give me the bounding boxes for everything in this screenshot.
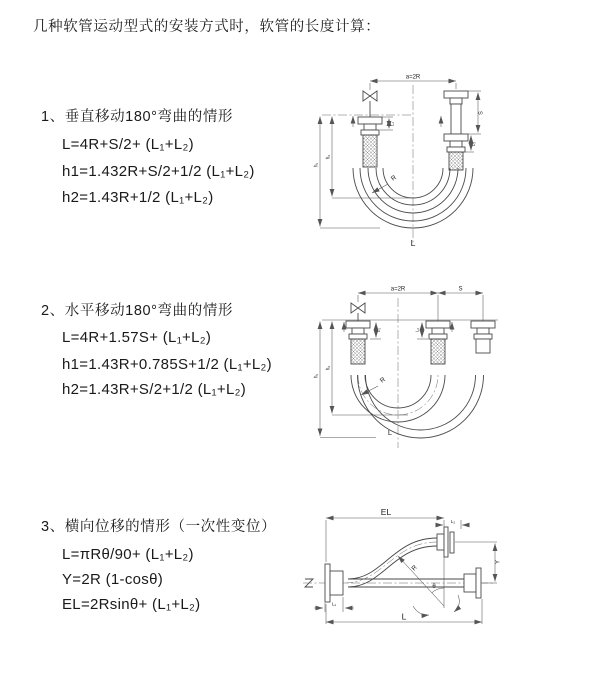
hose-arc-moved	[358, 375, 484, 438]
section-1-formula-h2: h2=1.43R+1/2 (L₁+L₂)	[62, 189, 214, 206]
middle-flange-plate	[426, 321, 450, 328]
section-3-heading: 3、横向位移的情形（一次性变位）	[41, 519, 277, 535]
dim-label-el: EL	[380, 507, 392, 517]
hose-curve-wall	[348, 538, 437, 579]
section-1-formula-h1: h1=1.432R+S/2+1/2 (L₁+L₂)	[62, 163, 255, 180]
left-flange-plate	[325, 564, 330, 602]
dim-label-l2: L₂	[414, 327, 420, 333]
left-hose-braid	[363, 135, 377, 167]
right-flange-neck-top	[450, 98, 462, 104]
radius-line	[398, 556, 444, 606]
right-flange-neck-low	[450, 141, 462, 147]
dim-label-theta: θ	[432, 584, 436, 590]
dim-label-l: L	[387, 428, 393, 437]
section-1-heading: 1、垂直移动180°弯曲的情形	[41, 109, 234, 125]
dim-label-h1: h₁	[313, 373, 320, 379]
dim-label-y: Y	[495, 559, 502, 565]
section-2-heading: 2、水平移动180°弯曲的情形	[41, 303, 234, 319]
middle-collar	[429, 334, 447, 339]
dim-label-s: S	[478, 111, 485, 115]
radius-leader	[361, 386, 378, 395]
swing-arrow-left	[413, 606, 429, 615]
diagram-horizontal-180-bend	[308, 278, 598, 463]
dim-label-l2: L₂	[471, 141, 476, 147]
section-2-formula-L: L=4R+1.57S+ (L₁+L₂)	[62, 329, 212, 346]
middle-hose-braid	[431, 339, 445, 364]
dim-label-l1: L₁	[389, 121, 395, 127]
right-hose-outline	[476, 339, 490, 353]
hose-arc	[368, 168, 458, 213]
dim-label-h1: h₁	[313, 162, 320, 168]
right-collar	[474, 334, 492, 339]
valve-icon	[351, 303, 365, 313]
upper-flange-hub	[437, 534, 444, 550]
swing-arrow-right	[454, 595, 459, 612]
right-pipe	[451, 104, 461, 134]
page-title: 几种软管运动型式的安装方式时，软管的长度计算：	[33, 19, 381, 35]
upper-flange-plate	[444, 527, 448, 557]
left-flange-neck	[364, 124, 376, 130]
right-flange-neck	[477, 328, 489, 334]
left-flange-plate	[358, 117, 382, 124]
dim-label-s: S	[458, 286, 463, 293]
hose-curve-centerline	[344, 542, 437, 583]
dim-label-h2: h₂	[325, 154, 332, 160]
right-hose-braid	[449, 152, 463, 170]
section-3-formula-L: L=πRθ/90+ (L₁+L₂)	[62, 546, 194, 563]
dim-label-r: R	[378, 376, 387, 385]
dim-label-l1: L₁	[331, 602, 337, 608]
right-flange-plate	[476, 568, 481, 598]
left-collar	[349, 334, 367, 339]
left-collar	[361, 130, 379, 135]
right-flange-plate-top	[444, 91, 468, 98]
dim-label-r: R	[410, 564, 419, 573]
hose-curve-wall	[348, 546, 437, 587]
section-2-formula-h2: h2=1.43R+S/2+1/2 (L₁+L₂)	[62, 381, 247, 398]
right-flange-plate	[471, 321, 495, 328]
section-1-formula-L: L=4R+S/2+ (L₁+L₂)	[62, 136, 194, 153]
section-3-formula-EL: EL=2Rsinθ+ (L₁+L₂)	[62, 596, 201, 613]
dim-label-a2r: a=2R	[405, 74, 421, 81]
dim-label-l2: L₂	[450, 520, 456, 525]
diagram-vertical-180-bend	[308, 65, 598, 265]
section-3-formula-Y: Y=2R (1-cosθ)	[62, 571, 164, 588]
diagram-lateral-displacement	[298, 498, 598, 663]
dim-label-l: L	[401, 611, 407, 622]
right-flange-hub	[464, 574, 476, 592]
dim-label-l: L	[410, 238, 416, 248]
dim-label-a2r: a=2R	[390, 286, 406, 293]
right-flange-plate-low	[444, 134, 468, 141]
section-2-formula-h1: h1=1.43R+0.785S+1/2 (L₁+L₂)	[62, 356, 272, 373]
valve-icon	[363, 91, 377, 101]
left-flange-neck	[352, 328, 364, 334]
dim-label-l1: L₁	[376, 327, 381, 333]
left-hose-braid	[351, 339, 365, 364]
upper-flange-plate-2	[450, 532, 454, 553]
dim-label-h2: h₂	[325, 365, 332, 371]
left-flange-hub	[330, 571, 343, 595]
middle-flange-neck	[432, 328, 444, 334]
right-collar	[447, 147, 465, 152]
left-flange-plate	[346, 321, 370, 328]
dim-label-r: R	[389, 174, 398, 183]
